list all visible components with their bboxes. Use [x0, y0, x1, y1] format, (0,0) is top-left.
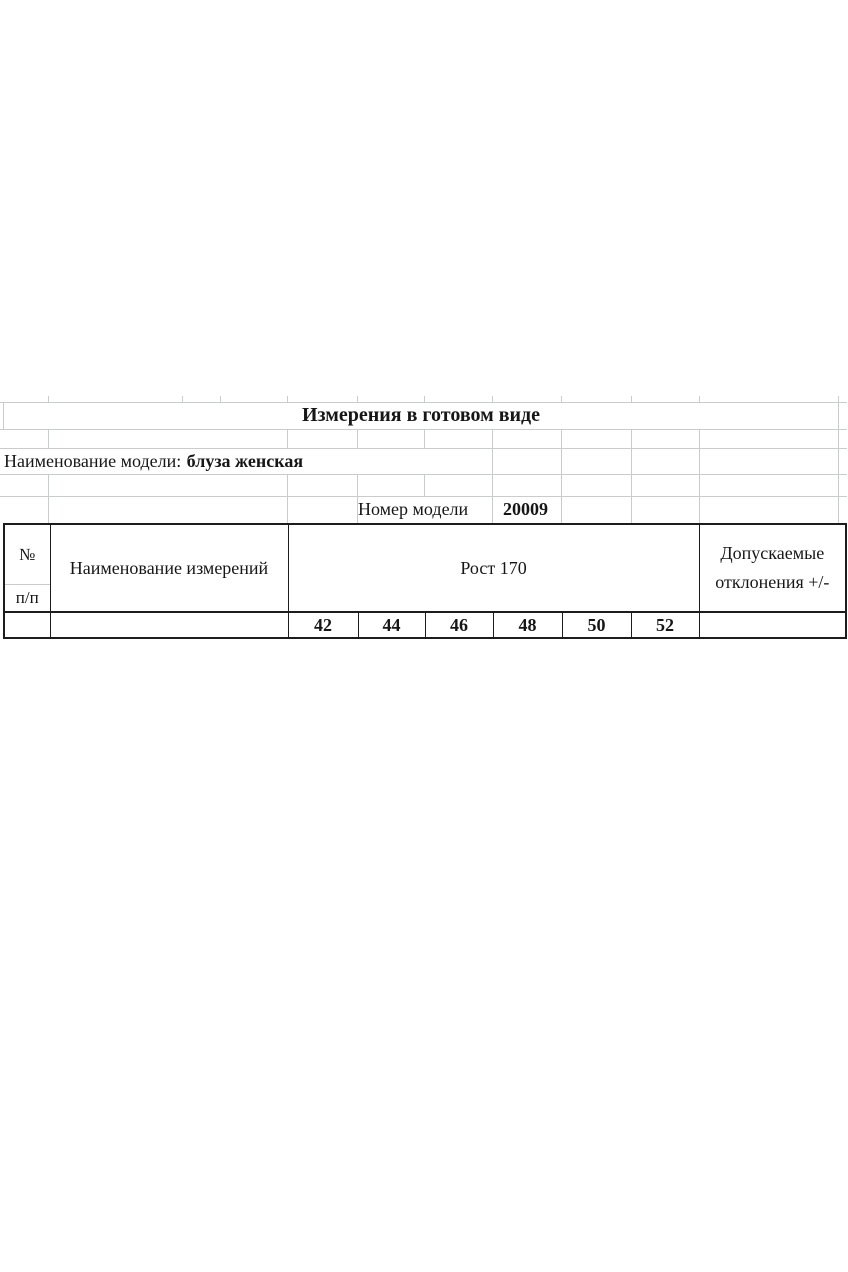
- header-empty-tolerance: [699, 612, 846, 638]
- header-num-cell: [4, 524, 50, 612]
- grid-line: [48, 474, 49, 496]
- header-height-group: Рост 170: [288, 524, 699, 612]
- grid-line: [838, 496, 839, 523]
- header-tolerance: [699, 524, 846, 612]
- header-empty-num: [4, 612, 50, 638]
- header-num-bottom: п/п: [15, 588, 39, 607]
- grid-line: [561, 429, 562, 448]
- grid-line: [631, 448, 632, 474]
- model-name-value: блуза женская: [186, 451, 304, 471]
- grid-line: [631, 496, 632, 523]
- model-name-label: Наименование модели:: [4, 451, 182, 471]
- header-size-52: 52: [631, 612, 699, 638]
- grid-line: [699, 429, 700, 448]
- grid-line: [631, 474, 632, 496]
- grid-line: [838, 474, 839, 496]
- grid-line: [699, 474, 700, 496]
- grid-line: [492, 448, 493, 474]
- header-size-46: 46: [425, 612, 493, 638]
- grid-line: [357, 429, 358, 448]
- header-size-44: 44: [358, 612, 425, 638]
- grid-line: [838, 429, 839, 448]
- grid-line: [492, 496, 493, 523]
- header-size-42: 42: [288, 612, 358, 638]
- grid-line: [357, 474, 358, 496]
- header-size-48: 48: [493, 612, 562, 638]
- grid-line: [838, 448, 839, 474]
- grid-line: [287, 496, 288, 523]
- grid-line: [699, 496, 700, 523]
- header-row-top: [4, 524, 846, 612]
- header-tolerance-line1: Допускаемые: [720, 543, 825, 563]
- grid-line: [287, 429, 288, 448]
- grid-line: [561, 474, 562, 496]
- grid-line: [699, 448, 700, 474]
- header-tolerance-line2: отклонения +/-: [715, 572, 830, 592]
- header-empty-name: [50, 612, 288, 638]
- grid-line: [561, 448, 562, 474]
- header-num-top: №: [5, 525, 50, 585]
- model-name-line: [4, 448, 303, 474]
- header-row-sizes: [4, 612, 846, 638]
- model-number-label: Номер модели: [358, 499, 469, 519]
- grid-line: [424, 429, 425, 448]
- grid-line: [424, 474, 425, 496]
- grid-line: [287, 474, 288, 496]
- grid-line: [631, 429, 632, 448]
- sheet-title: Измерения в готовом виде: [301, 404, 541, 426]
- model-number-value: 20009: [503, 499, 548, 519]
- header-measurement-name: Наименование измерений: [50, 524, 288, 612]
- grid-line: [48, 496, 49, 523]
- header-size-50: 50: [562, 612, 631, 638]
- grid-line: [492, 474, 493, 496]
- measurements-table: [3, 523, 847, 639]
- grid-line: [561, 496, 562, 523]
- grid-line: [48, 429, 49, 448]
- grid-line: [492, 429, 493, 448]
